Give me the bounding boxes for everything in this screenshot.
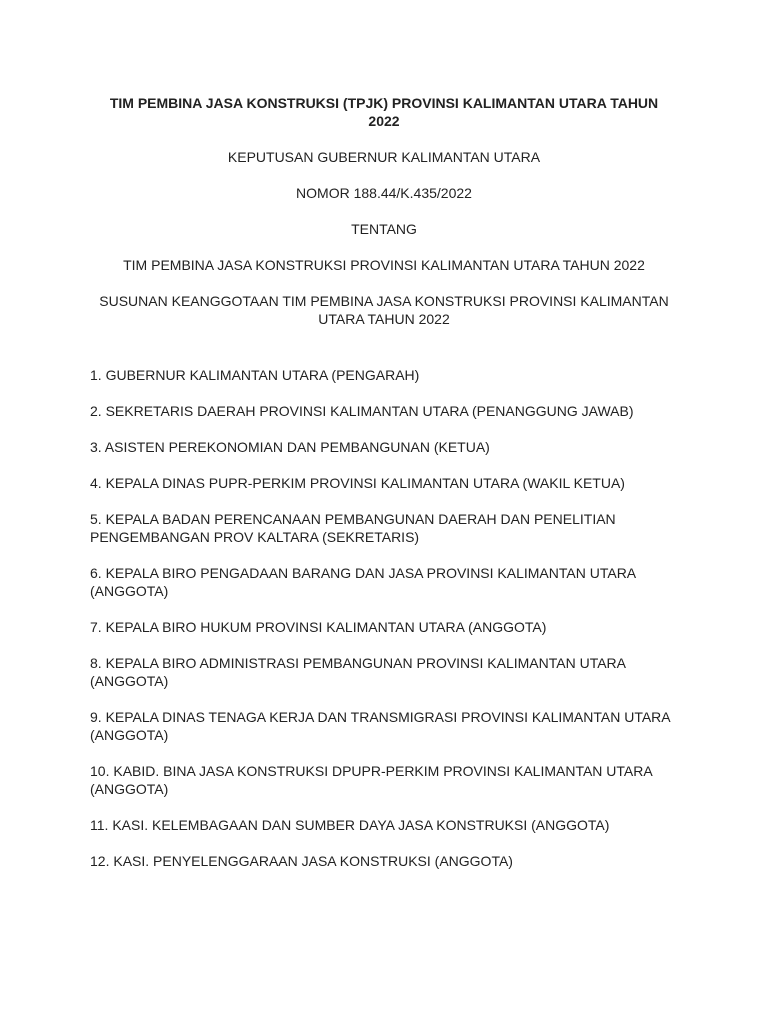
about-heading: TENTANG [351, 221, 417, 237]
member-item: 8. KEPALA BIRO ADMINISTRASI PEMBANGUNAN PROVINSI KALIMANTAN UTARA (ANGGOTA) [90, 655, 626, 689]
decree-heading: KEPUTUSAN GUBERNUR KALIMANTAN UTARA [227, 149, 541, 165]
member-item: 4. KEPALA DINAS PUPR-PERKIM PROVINSI KALIMANTAN UTARA (WAKIL KETUA) [90, 475, 625, 491]
member-item: 11. KASI. KELEMBAGAAN DAN SUMBER DAYA JASA KONSTRUKSI (ANGGOTA) [90, 817, 610, 833]
member-list [90, 366, 678, 870]
member-item: 1. GUBERNUR KALIMANTAN UTARA (PENGARAH) [90, 367, 420, 383]
member-item: 5. KEPALA BADAN PERENCANAAN PEMBANGUNAN DAERAH DAN PENELITIAN PENGEMBANGAN PROV KALTARA (SEKRETARIS) [90, 511, 616, 545]
decree-subject: TIM PEMBINA JASA KONSTRUKSI PROVINSI KALIMANTAN UTARA TAHUN 2022 [123, 257, 645, 273]
document-title: TIM PEMBINA JASA KONSTRUKSI (TPJK) PROVINSI KALIMANTAN UTARA TAHUN 2022 [109, 95, 659, 129]
composition-heading: SUSUNAN KEANGGOTAAN TIM PEMBINA JASA KONSTRUKSI PROVINSI KALIMANTAN UTARA TAHUN 2022 [99, 293, 669, 327]
member-item: 12. KASI. PENYELENGGARAAN JASA KONSTRUKSI (ANGGOTA) [90, 853, 513, 869]
member-item: 7. KEPALA BIRO HUKUM PROVINSI KALIMANTAN UTARA (ANGGOTA) [90, 619, 547, 635]
member-item: 3. ASISTEN PEREKONOMIAN DAN PEMBANGUNAN (KETUA) [90, 439, 490, 455]
member-item: 2. SEKRETARIS DAERAH PROVINSI KALIMANTAN UTARA (PENANGGUNG JAWAB) [90, 403, 634, 419]
decree-number: NOMOR 188.44/K.435/2022 [296, 185, 472, 201]
member-item: 9. KEPALA DINAS TENAGA KERJA DAN TRANSMIGRASI PROVINSI KALIMANTAN UTARA (ANGGOTA) [90, 709, 670, 743]
member-item: 6. KEPALA BIRO PENGADAAN BARANG DAN JASA PROVINSI KALIMANTAN UTARA (ANGGOTA) [90, 565, 636, 599]
member-item: 10. KABID. BINA JASA KONSTRUKSI DPUPR-PERKIM PROVINSI KALIMANTAN UTARA (ANGGOTA) [90, 763, 652, 797]
